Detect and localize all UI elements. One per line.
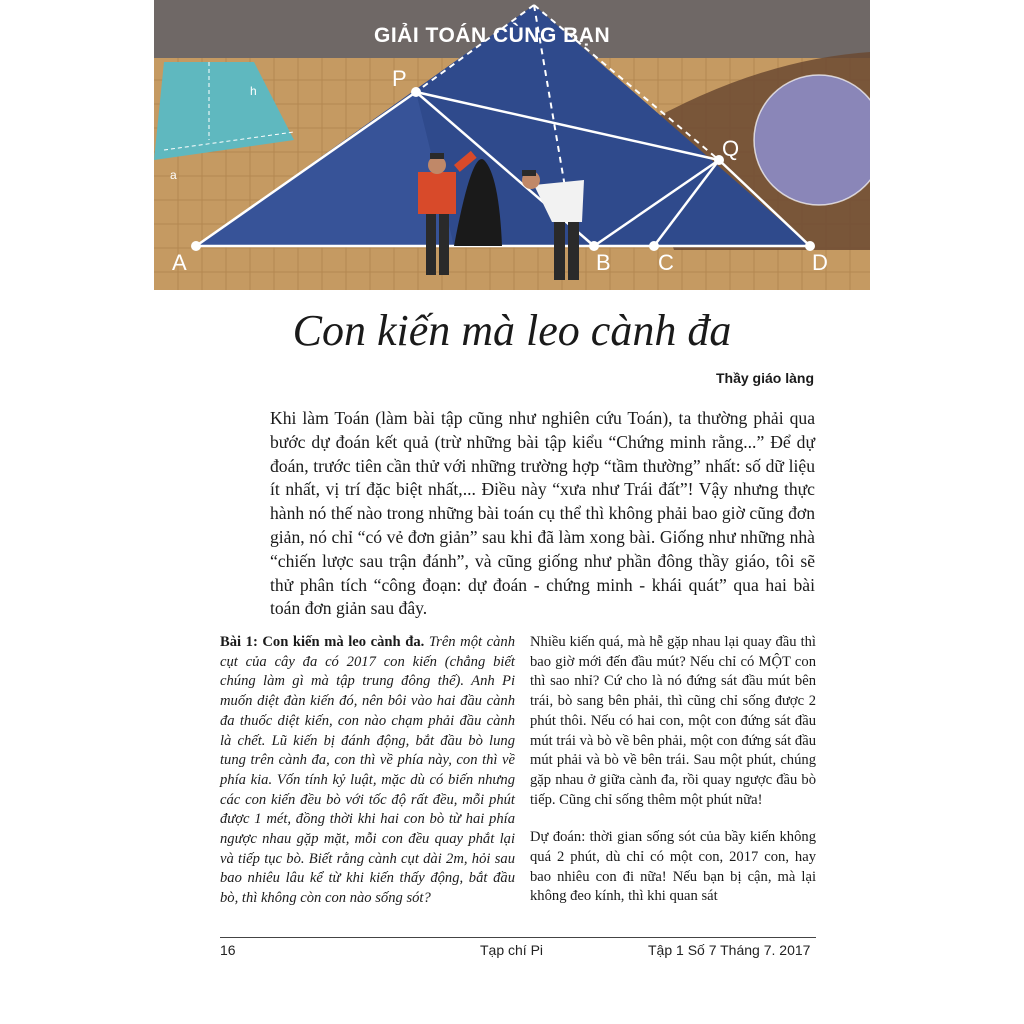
- point-label-p: P: [392, 66, 407, 91]
- issue-info: Tập 1 Số 7 Tháng 7. 2017: [648, 942, 811, 958]
- left-column: [220, 633, 515, 909]
- magazine-name: Tạp chí Pi: [480, 942, 544, 958]
- point-label-b: B: [596, 250, 611, 275]
- problem-text: Trên một cành cụt của cây đa có 2017 con kiến (chẳng biết chúng làm gì mà tập trung đông thế). Anh Pi muốn diệt đàn kiến đó, nên bôi vào hai đầu cành đa thuốc diệt kiến, con nào chạm phải đầu cành là chết. Lũ kiến bị đánh động, bắt đầu bò lung tung trên cành đa, con thì về phía này, con thì về phía kia. Vốn tính kỷ luật, mặc dù có biến nhưng các con kiến đều bò với tốc độ rất đều, mỗi phút được 1 mét, đồng thời khi hai con bò từ hai phía ngược nhau gặp mặt, mỗi con đều quay phắt lại và tiếp tục bò. Biết rằng cành cụt dài 2m, hỏi sau bao nhiêu lâu kể từ khi kiến thấy động, bắt đầu bò, thì không còn con nào sống sót?: [220, 634, 515, 907]
- problem-paragraph: [220, 633, 515, 909]
- intro-paragraph: Khi làm Toán (làm bài tập cũng như nghiên cứu Toán), ta thường phải qua bước dự đoán kết quả (trừ những bài tập kiểu “Chứng minh rằng...” Để dự đoán, trước tiên cần thử với những trường hợp “tầm thường” nhất: số dữ liệu ít nhất, vị trí đặc biệt nhất,... Điều này “xưa như Trái đất”! Vậy nhưng thực hành nó thế nào trong những bài toán cụ thể thì không phải bao giờ cũng đơn giản, nó chỉ “có vẻ đơn giản” sau khi đã làm xong bài. Giống như những nhà “chiến lược sau trận đánh”, và cũng giống như phần đông thầy giáo, tôi sẽ thử phân tích “công đoạn: dự đoán - chứng minh - khái quát” qua hai bài toán đơn giản sau đây.: [270, 408, 815, 619]
- footer-divider: [220, 937, 816, 938]
- pyramid-label-h: h: [250, 84, 257, 98]
- article-author: Thầy giáo làng: [715, 370, 814, 386]
- right-paragraph-2: Dự đoán: thời gian sống sót của bầy kiến không quá 2 phút, dù chỉ có một con, 2017 con, hay bao nhiêu con đi nữa! Nếu bạn bị cận, mà lại không đeo kính, thì khi quan sát: [530, 829, 816, 905]
- page-number: 16: [220, 942, 236, 958]
- header-illustration: [154, 0, 870, 290]
- point-label-a: A: [172, 250, 187, 275]
- article-title: Con kiến mà leo cành đa: [292, 306, 732, 355]
- point-label-c: C: [658, 250, 674, 275]
- point-label-q: Q: [722, 136, 740, 161]
- pyramid-label-a: a: [170, 168, 177, 182]
- right-column: [530, 633, 816, 907]
- right-paragraph-1: Nhiều kiến quá, mà hễ gặp nhau lại quay đầu thì bao giờ mới đến đầu mút? Nếu chỉ có MỘT con thì sao nhỉ? Cứ cho là nó đứng sát đầu mút bên trái, bò sang bên phải, thì cũng chỉ sống được 2 phút thôi. Nếu có hai con, một con đứng sát đầu mút trái và bò về bên phải, một con đứng sát đầu mút phải và bò về bên trái. Sau một phút, chúng gặp nhau ở giữa cành đa, rồi quay ngược đầu bò tiếp. Cũng chỉ sống thêm một phút nữa!: [530, 634, 816, 808]
- section-label: GIẢI TOÁN CÙNG BẠN: [374, 24, 611, 47]
- point-label-d: D: [812, 250, 828, 275]
- problem-label: Bài 1: Con kiến mà leo cành đa.: [220, 634, 425, 650]
